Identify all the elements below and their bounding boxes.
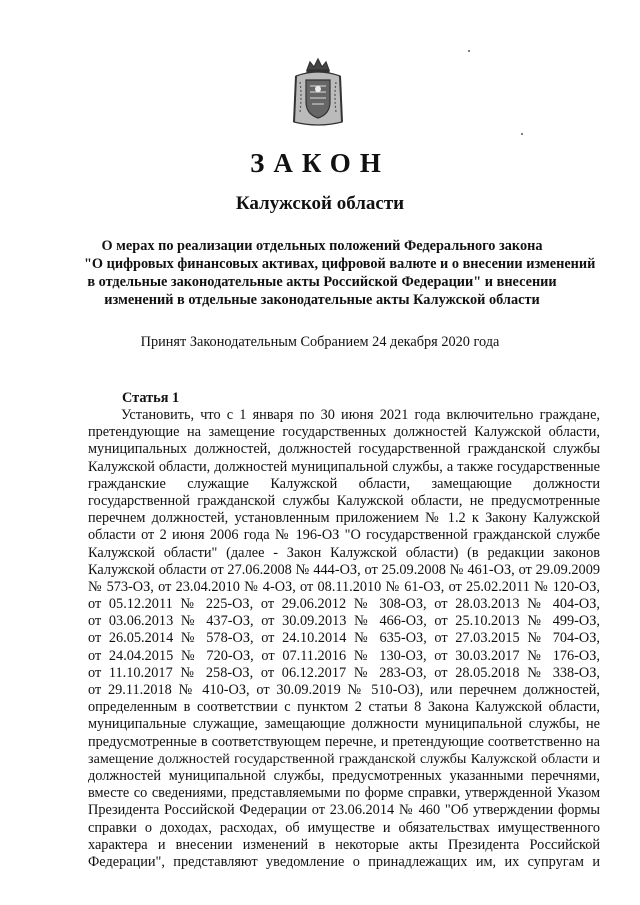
article-line: муниципальные служащие, замещающие должности муниципальной службы, не <box>88 716 600 733</box>
article-line: Президента Российской Федерации от 23.06.2014 № 460 "Об утверждении формы <box>88 802 600 819</box>
article-line: Калужской области" (далее - Закон Калужской области) (в редакции законов <box>88 544 600 561</box>
law-heading <box>84 237 596 309</box>
article-line: Калужской области от 27.06.2008 № 444-ОЗ, от 25.09.2008 № 461-ОЗ, от 29.09.2009 <box>88 561 600 578</box>
article-line: гражданские служащие Калужской области, замещающие должности <box>88 475 600 492</box>
article-line: вместе со сведениями, представляемыми по форме справки, утвержденной Указом <box>88 785 600 802</box>
article-line: от 05.12.2011 № 225-ОЗ, от 29.06.2012 № 308-ОЗ, от 28.03.2013 № 404-ОЗ, <box>88 596 600 613</box>
document-subtitle: Калужской области <box>235 193 405 214</box>
scan-speck <box>468 50 470 52</box>
heading-line: "О цифровых финансовых активах, цифровой валюте и о внесении изменений <box>84 256 596 272</box>
article-line: замещение должностей государственной гражданской службы Калужской области и <box>88 750 600 767</box>
article-line: от 29.11.2018 № 410-ОЗ, от 30.09.2019 № 510-ОЗ), или перечнем должностей, <box>88 682 600 698</box>
heading-line: изменений в отдельные законодательные акты Калужской области <box>104 292 540 308</box>
article-line: характера и внесении изменений в некоторые акты Президента Российской <box>88 836 600 853</box>
coat-of-arms-emblem <box>290 56 346 128</box>
article-line: предусмотренные в соответствующем перечне, и претендующие соответственно на <box>88 733 600 750</box>
article-line: Федерации", представляют уведомление о принадлежащих им, их супругам и <box>88 853 600 870</box>
article-line: № 573-ОЗ, от 23.04.2010 № 4-ОЗ, от 08.11.2010 № 61-ОЗ, от 25.02.2011 № 120-ОЗ, <box>88 578 600 595</box>
article-line: определенным в соответствии с пунктом 2 статьи 8 Закона Калужской области, <box>88 699 600 716</box>
article-line: должностей муниципальной службы, предусмотренных указанными перечнями, <box>88 767 600 784</box>
article-line: от 03.06.2013 № 437-ОЗ, от 30.09.2013 № 466-ОЗ, от 25.10.2013 № 499-ОЗ, <box>88 613 600 630</box>
article-line: государственной гражданской службы Калужской области, не предусмотренные <box>88 492 600 509</box>
article-body <box>88 407 600 871</box>
article-line: от 24.04.2015 № 720-ОЗ, от 07.11.2016 № 130-ОЗ, от 30.03.2017 № 176-ОЗ, <box>88 647 600 664</box>
heading-line: в отдельные законодательные акты Российской Федерации" и внесении <box>87 274 557 290</box>
article-line: Калужской области, должностей муниципальной службы, а также государственные <box>88 458 600 475</box>
heading-line: О мерах по реализации отдельных положений Федерального закона <box>101 238 543 254</box>
article-line: претендующие на замещение государственных должностей Калужской области, <box>88 424 600 441</box>
article-line: Установить, что с 1 января по 30 июня 2021 года включительно граждане, <box>121 407 600 423</box>
article-line: от 11.10.2017 № 258-ОЗ, от 06.12.2017 № 283-ОЗ, от 28.05.2018 № 338-ОЗ, <box>88 664 600 681</box>
scan-speck <box>521 133 523 135</box>
article-line: области от 2 июня 2006 года № 196-ОЗ "О государственной гражданской службе <box>88 527 600 544</box>
article-line: от 26.05.2014 № 578-ОЗ, от 24.10.2014 № 635-ОЗ, от 27.03.2015 № 704-ОЗ, <box>88 630 600 647</box>
article-line: справки о доходах, расходах, об имуществе и обязательствах имущественного <box>88 819 600 836</box>
document-title: ЗАКОН <box>250 148 390 178</box>
adoption-note: Принят Законодательным Собранием 24 декабря 2020 года <box>140 334 500 350</box>
article-title: Статья 1 <box>122 390 180 406</box>
article-line: перечнем должностей, установленным приложением № 1.2 к Закону Калужской <box>88 510 600 527</box>
article-line: муниципальных должностей, должностей государственной гражданской службы <box>88 441 600 458</box>
